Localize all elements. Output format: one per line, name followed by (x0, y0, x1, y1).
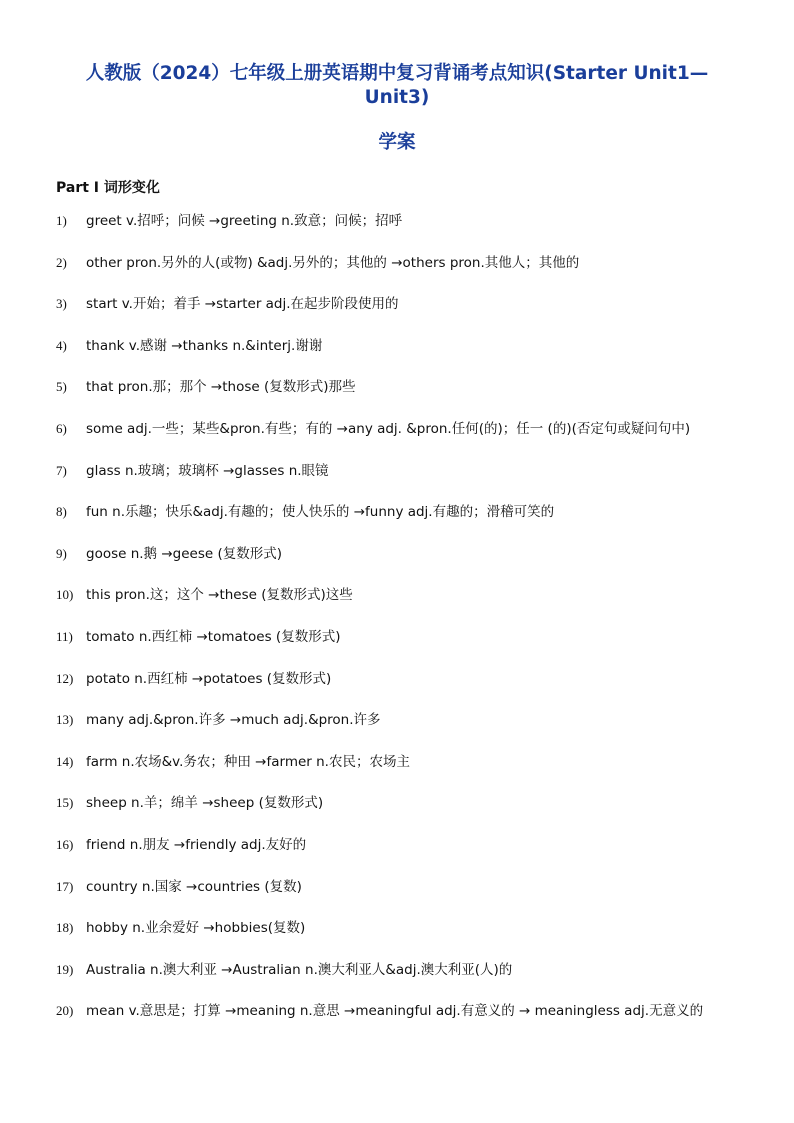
item-text: friend n.朋友 →friendly adj.友好的 (86, 836, 307, 853)
word-form-list (56, 211, 738, 1032)
item-number: 11) (56, 628, 73, 644)
list-item (56, 585, 738, 605)
list-item (56, 835, 738, 855)
item-text: thank v.感谢 →thanks n.&interj.谢谢 (86, 337, 323, 354)
list-item (56, 960, 738, 980)
item-number: 5) (56, 379, 67, 395)
item-text: farm n.农场&v.务农；种田 →farmer n.农民；农场主 (86, 753, 410, 770)
document-title (56, 62, 738, 155)
item-number: 16) (56, 836, 74, 852)
item-number: 8) (56, 504, 67, 520)
item-number: 6) (56, 420, 67, 436)
list-item (56, 1001, 738, 1032)
item-number: 20) (56, 1003, 74, 1019)
item-text: other pron.另外的人(或物) &adj.另外的；其他的 →others pron.其他人；其他的 (86, 254, 580, 271)
section-heading: Part I 词形变化 (56, 180, 160, 196)
item-text: Australia n.澳大利亚 →Australian n.澳大利亚人&adj.澳大利亚(人)的 (86, 961, 513, 978)
list-item (56, 669, 738, 689)
item-text: start v.开始；着手 →starter adj.在起步阶段使用的 (86, 296, 399, 313)
item-number: 19) (56, 961, 74, 977)
item-text: mean v.意思是；打算 →meaning n.意思 →meaningful adj.有意义的 → meaningless adj.无意义的 (86, 1003, 704, 1020)
item-text: hobby n.业余爱好 →hobbies(复数) (86, 920, 306, 937)
item-number: 3) (56, 296, 67, 312)
list-item (56, 336, 738, 356)
list-item (56, 710, 738, 730)
item-text: tomato n.西红柿 →tomatoes (复数形式) (86, 628, 341, 645)
list-item (56, 544, 738, 564)
title-line-2: 学案 (378, 132, 416, 153)
item-text: many adj.&pron.许多 →much adj.&pron.许多 (86, 712, 381, 729)
list-item (56, 377, 738, 397)
item-number: 7) (56, 462, 67, 478)
item-text: country n.国家 →countries (复数) (86, 878, 302, 895)
list-item (56, 877, 738, 897)
list-item (56, 211, 738, 231)
item-text: fun n.乐趣；快乐&adj.有趣的；使人快乐的 →funny adj.有趣的；滑稽可笑的 (86, 504, 555, 521)
list-item (56, 294, 738, 314)
item-number: 2) (56, 254, 67, 270)
item-number: 14) (56, 753, 74, 769)
item-number: 17) (56, 878, 74, 894)
list-item (56, 461, 738, 481)
item-number: 12) (56, 670, 74, 686)
item-text: some adj.一些；某些&pron.有些；有的 →any adj. &pron.任何(的)；任一 (的)(否定句或疑问句中) (86, 420, 691, 437)
title-line-1: 人教版（2024）七年级上册英语期中复习背诵考点知识(Starter Unit1—Unit3) (85, 63, 709, 108)
item-text: this pron.这；这个 →these (复数形式)这些 (86, 587, 353, 604)
item-number: 9) (56, 545, 67, 561)
list-item (56, 502, 738, 522)
list-item (56, 419, 738, 439)
item-number: 1) (56, 213, 67, 228)
item-text: goose n.鹅 →geese (复数形式) (86, 545, 283, 562)
item-text: glass n.玻璃；玻璃杯 →glasses n.眼镜 (86, 462, 329, 479)
item-text: sheep n.羊；绵羊 →sheep (复数形式) (86, 795, 324, 812)
item-text: greet v.招呼；问候 →greeting n.致意；问候；招呼 (86, 213, 403, 229)
list-item (56, 627, 738, 647)
item-number: 18) (56, 920, 74, 936)
item-number: 10) (56, 587, 74, 603)
item-text: that pron.那；那个 →those (复数形式)那些 (86, 379, 356, 396)
list-item (56, 752, 738, 772)
list-item (56, 253, 738, 273)
item-text: potato n.西红柿 →potatoes (复数形式) (86, 670, 332, 687)
item-number: 15) (56, 795, 74, 811)
item-number: 4) (56, 337, 67, 353)
list-item (56, 918, 738, 938)
list-item (56, 793, 738, 813)
item-number: 13) (56, 712, 74, 728)
